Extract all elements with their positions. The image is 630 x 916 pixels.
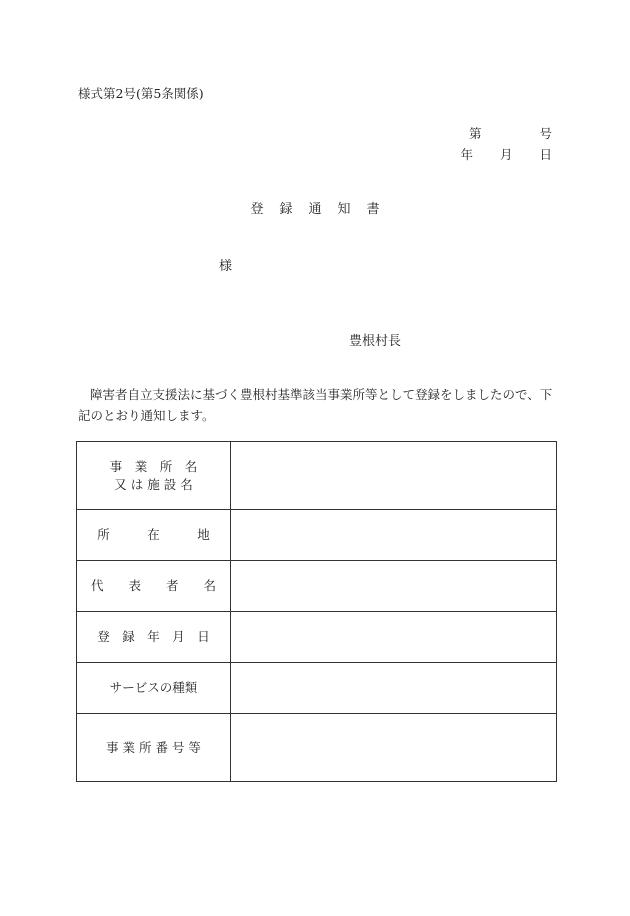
- row-label: 登 録 年 月 日: [97, 629, 210, 644]
- row-label-cell: [77, 714, 231, 782]
- row-value-cell[interactable]: [231, 442, 557, 510]
- row-label: 事 業 所 番 号 等: [106, 739, 201, 755]
- row-label: 又 は 施 設 名: [114, 476, 193, 492]
- row-label-cell: [77, 510, 231, 561]
- date-row: [460, 143, 552, 164]
- row-label: 所 在 地: [97, 527, 210, 542]
- row-label-cell: [77, 561, 231, 612]
- recipient-honorific: 様: [219, 259, 233, 274]
- row-value-cell[interactable]: [231, 714, 557, 782]
- registration-info-table: [76, 441, 557, 782]
- table-row: [77, 442, 557, 510]
- row-value-cell[interactable]: [231, 663, 557, 714]
- row-label-cell: [77, 442, 231, 510]
- document-number-date-block: [460, 122, 552, 164]
- day-label: 日: [539, 146, 552, 162]
- document-title: 登録通知書: [250, 202, 396, 217]
- row-label: サービスの種類: [109, 680, 198, 695]
- month-label: 月: [499, 146, 513, 162]
- year-label: 年: [460, 146, 473, 162]
- document-number-row: [460, 122, 552, 143]
- row-value-cell[interactable]: [231, 561, 557, 612]
- table-row: [77, 663, 557, 714]
- row-value-cell[interactable]: [231, 612, 557, 663]
- row-value-cell[interactable]: [231, 510, 557, 561]
- table-row: [77, 612, 557, 663]
- row-label: 事 業 所 名: [109, 458, 198, 474]
- sender-name: 豊根村長: [349, 334, 402, 349]
- notice-body-text: 障害者自立支援法に基づく豊根村基準該当事業所等として登録をしましたので、下記のとおり通知します。: [78, 387, 553, 423]
- form-number-label: 様式第2号(第5条関係): [78, 86, 204, 101]
- table-row: [77, 510, 557, 561]
- table-row: [77, 714, 557, 782]
- table-row: [77, 561, 557, 612]
- number-prefix: 第: [468, 125, 482, 141]
- row-label-cell: [77, 612, 231, 663]
- row-label-cell: [77, 663, 231, 714]
- row-label: 代 表 者 名: [90, 578, 216, 593]
- number-suffix: 号: [539, 125, 552, 141]
